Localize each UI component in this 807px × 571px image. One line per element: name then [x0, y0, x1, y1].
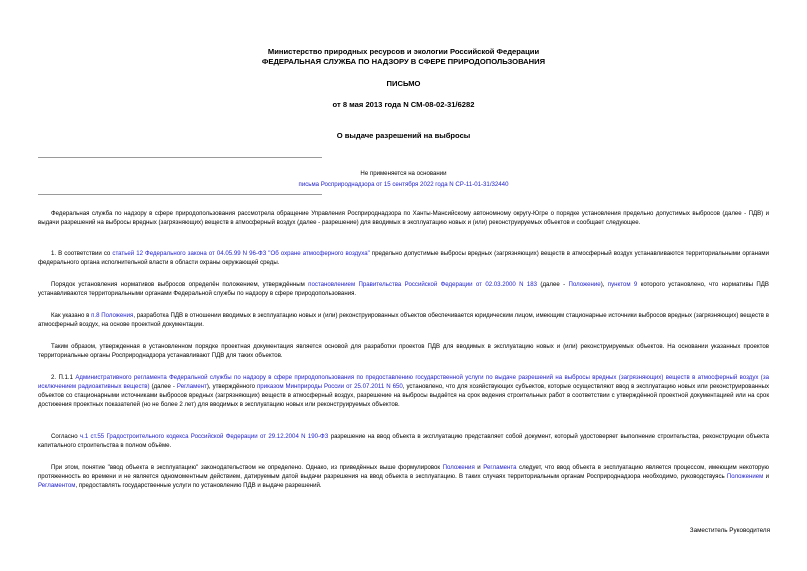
paragraph-5 [38, 374, 769, 410]
paragraph-2-text-a: Порядок установления нормативов выбросов определён положением, утверждённым [51, 281, 309, 288]
paragraph-5-text-c: ), утверждённого [206, 382, 257, 390]
status-note-link-line [0, 180, 807, 189]
paragraph-3 [38, 312, 769, 330]
paragraph-7-text-e: , предоставлять государственные услуги по установлению ПДВ и выдаче разрешений. [75, 481, 322, 489]
bottom-divider [38, 194, 322, 195]
polozhenie-link-2[interactable]: Положения [442, 464, 475, 471]
paragraph-1-text-a: 1. В соответствии со [51, 250, 113, 257]
status-note-text: Не применяется на основании [360, 170, 447, 177]
paragraph-4: Таким образом, утвержденная в установленном порядке проектная документация является основой для разработки проектов ПДВ для вводимых в эксплуатацию новых и (или) реконструируемых объектов. На основании указанных проектов территориальные органы Росприроднадзора устанавливают ПДВ для таких объектов. [38, 343, 769, 359]
polozhenie-link[interactable]: Положение [568, 281, 601, 288]
document-number: от 8 мая 2013 года N СМ-08-02-31/6282 [332, 100, 475, 109]
paragraph-2-text-c: ), [600, 281, 608, 288]
polozhenie-link-3[interactable]: Положением [726, 472, 764, 480]
status-note-link[interactable]: письма Росприроднадзора от 15 сентября 2022 года N СР-11-01-31/32440 [298, 181, 509, 188]
paragraph-6-text-b: разрешение на ввод объекта в эксплуатацию представляет собой документ, который удостоверяет выполнение строительства, реконструкции объекта капитального строительства в полном объёме. [38, 433, 769, 449]
paragraph-1 [38, 250, 769, 268]
reglament-link-2[interactable]: Регламента [483, 464, 517, 471]
paragraph-7-text-a: При этом, понятие "ввод объекта в эксплуатацию" законодательством не определено. Однако, из приведённых выше формулировок [51, 464, 443, 471]
service-title: ФЕДЕРАЛЬНАЯ СЛУЖБА ПО НАДЗОРУ В СФЕРЕ ПРИРОДОПОЛЬЗОВАНИЯ [261, 57, 546, 66]
paragraph-3-text-a: Как указано в [51, 312, 92, 319]
signature: Заместитель Руководителя [689, 527, 770, 534]
paragraph-5-text-b: (далее - [149, 382, 177, 390]
paragraph-7-text-c: следует, что ввод объекта в эксплуатацию является процессом, имеющим некоторую протяженность во времени и не является одномоментным действием, датируемым датой выдачи разрешения на ввод объекта в эксплуатацию. В таких случаях территориальным органам Росприроднадзора необходимо, руководствуясь [38, 464, 769, 480]
paragraph-7-text-b: и [474, 464, 484, 471]
resolution-183-link[interactable]: постановлением Правительства Российской Федерации от 02.03.2000 N 183 [308, 281, 538, 288]
admin-regulation-link[interactable]: Административного регламента Федеральной службы по надзору в сфере природопользования по предоставлению государственной услуги по выдаче разрешений на выбросы вредных (загрязняющих) веществ в атмосферный воздух (за исключением радиоактивных веществ) [38, 374, 770, 390]
reglament-link-3[interactable]: Регламентом [38, 481, 76, 489]
law-96-fz-link[interactable]: статьей 12 Федерального закона от 04.05.99 N 96-ФЗ "Об охране атмосферного воздуха" [112, 250, 370, 257]
paragraph-intro: Федеральная служба по надзору в сфере природопользования рассмотрела обращение Управления Росприроднадзора по Ханты-Мансийскому автономному округу-Югре о порядке установления предельно допустимых выбросов (далее - ПДВ) и выдачи разрешений на выбросы вредных (загрязняющих) веществ в атмосферный воздух (далее - разрешение) для вводимых в эксплуатацию новых и (или) реконструируемых объектов и сообщает следующее. [38, 210, 769, 226]
paragraph-6 [38, 433, 769, 451]
paragraph-7-text-d: и [763, 472, 769, 480]
paragraph-5-text-d: , установлено, что для хозяйствующих субъектов, которые осуществляют ввод в эксплуатацию новых или реконструированных объектов со стационарными источниками выбросов вредных (загрязняющих) веществ в атмосферный воздух, разрешение на выбросы выдаётся на срок ведения строительных работ в соответствии с утверждённой проектной документацией или на срок достижения проектных показателей (но не более 2 лет) для вводимых в эксплуатацию новых или реконструируемых объектов. [38, 382, 769, 408]
paragraph-7 [38, 464, 769, 491]
order-650-link[interactable]: приказом Минприроды России от 25.07.2011 N 650 [257, 382, 403, 390]
paragraph-2-text-b: (далее - [537, 281, 569, 288]
document-type: ПИСЬМО [386, 79, 421, 88]
point-8-polozhenie-link[interactable]: п.8 Положения [91, 312, 134, 319]
paragraph-2-text-d: которого установлено, что нормативы ПДВ устанавливаются территориальными органами Федеральной службы по надзору в сфере природопользования. [38, 281, 769, 297]
point-9-link[interactable]: пунктом 9 [607, 281, 638, 288]
paragraph-3-text-b: , разработка ПДВ в отношении вводимых в эксплуатацию новых и (или) реконструированных объектов обеспечивается юридическим лицом, имеющим стационарные источники выбросов вредных (загрязняющих) веществ в атмосферный воздух, на основе проектной документации. [38, 312, 769, 328]
urban-code-link[interactable]: ч.1 ст.55 Градостроительного кодекса Российской Федерации от 29.12.2004 N 190-ФЗ [79, 433, 329, 440]
paragraph-2 [38, 281, 769, 299]
top-divider [38, 157, 322, 158]
paragraph-6-text-a: Согласно [51, 433, 80, 440]
document-title: О выдаче разрешений на выбросы [336, 131, 471, 140]
paragraph-5-text-a: 2. П.1.1 [51, 374, 76, 381]
ministry-title: Министерство природных ресурсов и экологии Российской Федерации [267, 47, 540, 56]
paragraph-1-text-b: предельно допустимые выбросы вредных (загрязняющих) веществ в атмосферный воздух устанавливаются территориальными органами федерального органа исполнительной власти в области охраны окружающей среды. [38, 250, 769, 266]
reglament-link[interactable]: Регламент [176, 382, 207, 390]
